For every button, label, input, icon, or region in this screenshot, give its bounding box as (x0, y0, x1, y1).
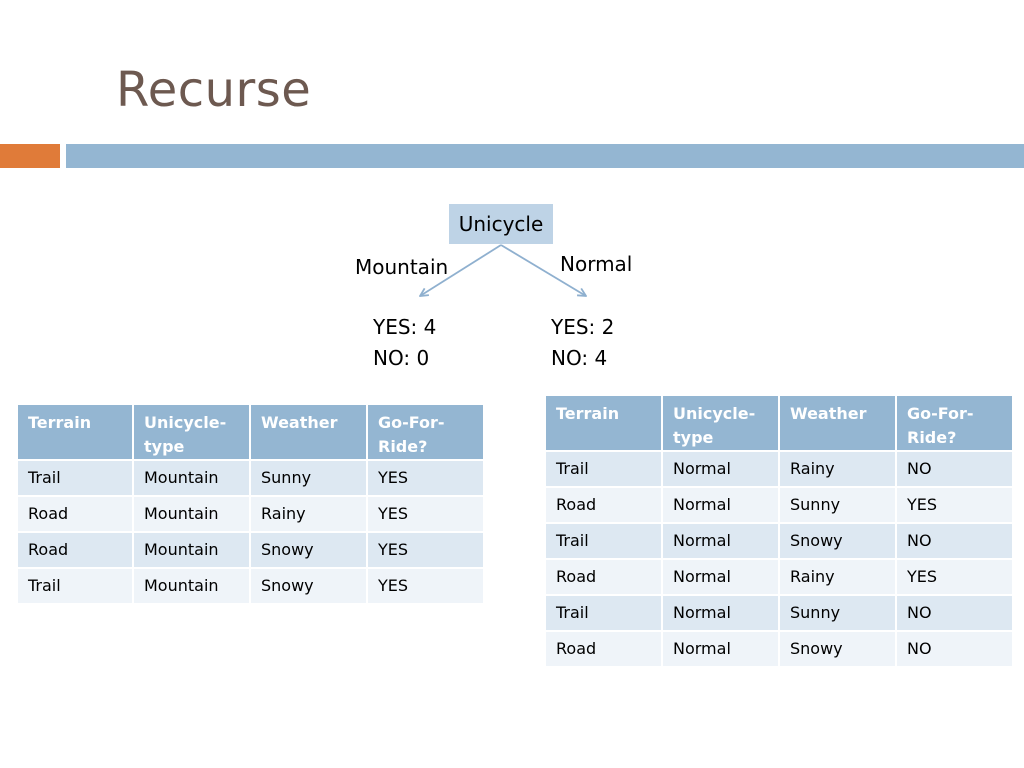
cell-terrain: Road (545, 559, 662, 595)
cell-unicycle-type: Mountain (133, 532, 250, 568)
cell-weather: Sunny (779, 487, 896, 523)
cell-unicycle-type: Normal (662, 595, 779, 631)
header-weather: Weather (250, 404, 367, 460)
table-row (545, 451, 1013, 487)
branch-label-right: Normal (560, 252, 633, 276)
table-row (545, 523, 1013, 559)
cell-unicycle-type: Mountain (133, 460, 250, 496)
header-go-for-ride: Go-For-Ride? (896, 395, 1013, 451)
cell-weather: Snowy (250, 568, 367, 604)
cell-terrain: Road (17, 496, 133, 532)
cell-go-for-ride: YES (367, 568, 484, 604)
root-node: Unicycle (449, 204, 553, 244)
right-leaf-counts (551, 312, 614, 374)
cell-go-for-ride: YES (896, 487, 1013, 523)
cell-weather: Sunny (250, 460, 367, 496)
mountain-table (16, 403, 485, 605)
table-row (17, 532, 484, 568)
cell-go-for-ride: YES (896, 559, 1013, 595)
cell-unicycle-type: Mountain (133, 568, 250, 604)
cell-terrain: Road (545, 631, 662, 667)
cell-terrain: Trail (17, 568, 133, 604)
cell-weather: Rainy (779, 451, 896, 487)
table-row (545, 487, 1013, 523)
cell-terrain: Trail (545, 595, 662, 631)
table-row (545, 631, 1013, 667)
header-terrain: Terrain (17, 404, 133, 460)
cell-weather: Sunny (779, 595, 896, 631)
header-weather: Weather (779, 395, 896, 451)
cell-terrain: Road (545, 487, 662, 523)
cell-go-for-ride: NO (896, 523, 1013, 559)
cell-weather: Rainy (779, 559, 896, 595)
right-no-count: NO: 4 (551, 346, 608, 370)
cell-weather: Snowy (779, 631, 896, 667)
cell-terrain: Trail (545, 523, 662, 559)
cell-unicycle-type: Normal (662, 559, 779, 595)
table-header-row (17, 404, 484, 460)
table-row (545, 559, 1013, 595)
cell-unicycle-type: Normal (662, 487, 779, 523)
table-row (17, 496, 484, 532)
cell-go-for-ride: NO (896, 451, 1013, 487)
slide-title: Recurse (116, 62, 312, 118)
table-row (17, 460, 484, 496)
branch-label-left: Mountain (355, 255, 449, 279)
left-leaf-counts (373, 312, 436, 374)
header-go-for-ride: Go-For-Ride? (367, 404, 484, 460)
left-no-count: NO: 0 (373, 346, 430, 370)
cell-go-for-ride: NO (896, 631, 1013, 667)
cell-go-for-ride: YES (367, 532, 484, 568)
table-row (545, 595, 1013, 631)
header-unicycle-type: Unicycle-type (662, 395, 779, 451)
cell-go-for-ride: YES (367, 496, 484, 532)
cell-terrain: Road (17, 532, 133, 568)
cell-weather: Snowy (250, 532, 367, 568)
cell-unicycle-type: Mountain (133, 496, 250, 532)
cell-unicycle-type: Normal (662, 451, 779, 487)
cell-terrain: Trail (545, 451, 662, 487)
left-yes-count: YES: 4 (373, 315, 437, 339)
right-yes-count: YES: 2 (551, 315, 615, 339)
cell-unicycle-type: Normal (662, 631, 779, 667)
normal-table (544, 394, 1014, 668)
table-header-row (545, 395, 1013, 451)
header-terrain: Terrain (545, 395, 662, 451)
cell-weather: Snowy (779, 523, 896, 559)
cell-unicycle-type: Normal (662, 523, 779, 559)
cell-weather: Rainy (250, 496, 367, 532)
cell-go-for-ride: YES (367, 460, 484, 496)
cell-terrain: Trail (17, 460, 133, 496)
table-row (17, 568, 484, 604)
header-unicycle-type: Unicycle-type (133, 404, 250, 460)
cell-go-for-ride: NO (896, 595, 1013, 631)
